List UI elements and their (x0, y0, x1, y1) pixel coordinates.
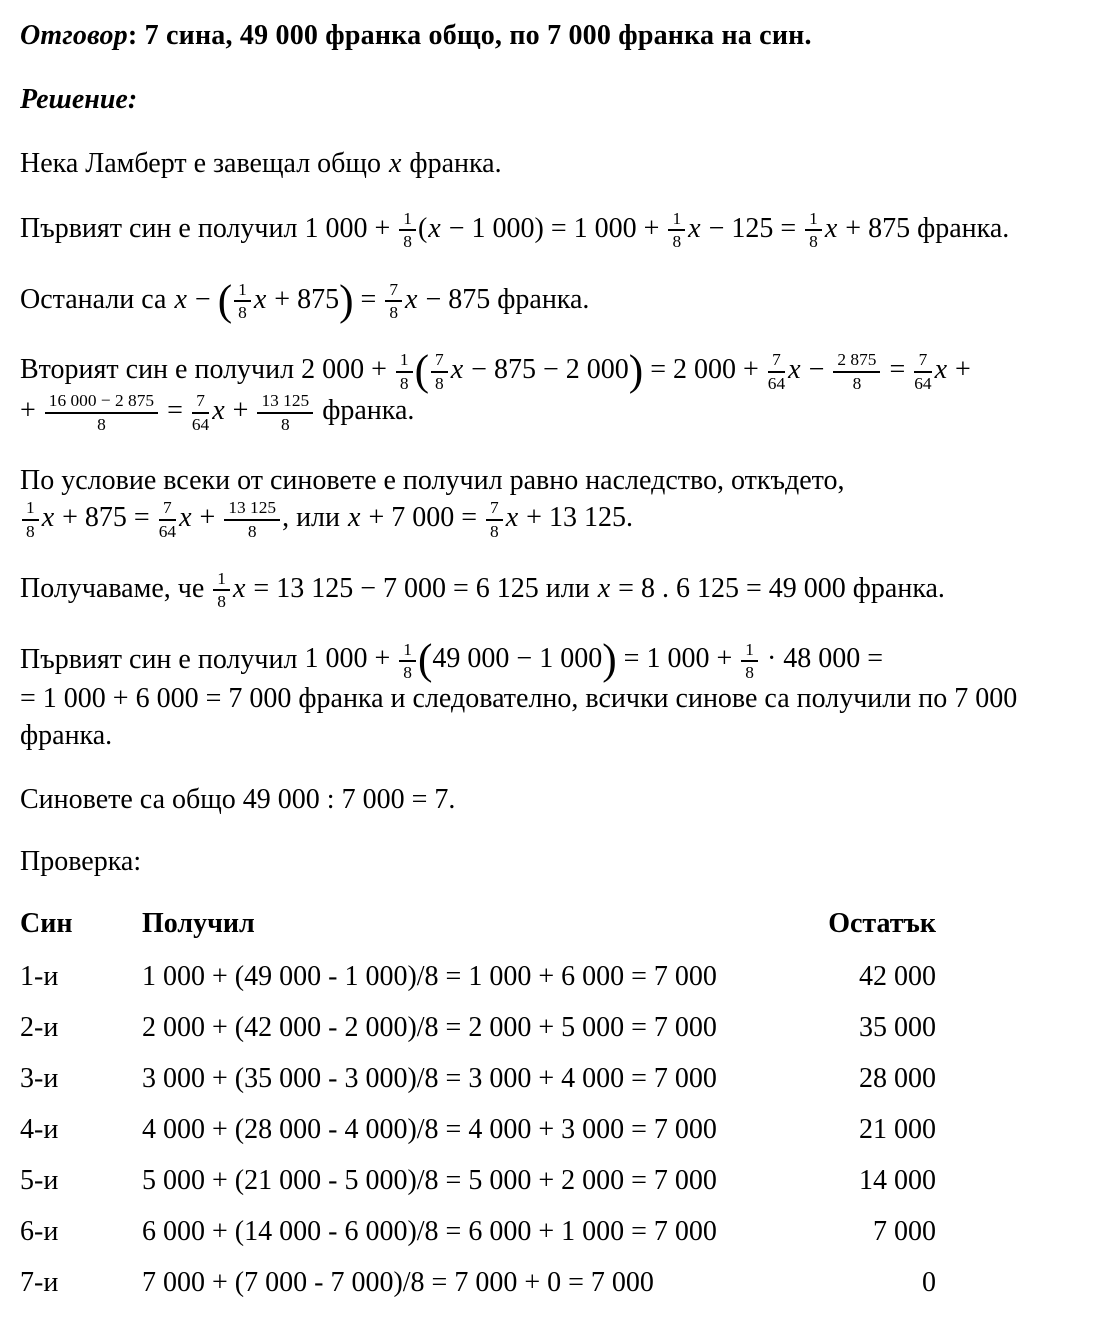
fraction: $\frac{1}{8}$ (396, 351, 413, 392)
condition-text: По условие всеки от синовете е получил равно наследство, откъдето, (20, 464, 845, 496)
cell-son: 2-и (20, 1012, 59, 1044)
fraction: $\frac{1}{8}$ (22, 499, 39, 540)
remaining-math: x − ( $\frac{1}{8}$ x + 875) = $\frac{7}{8}$ x − 875 (174, 276, 491, 324)
answer-line (20, 20, 1071, 52)
fraction: $\frac{1}{8}$ (741, 641, 758, 682)
equation-second-son (20, 346, 1071, 434)
cell-son: 7-и (20, 1267, 59, 1299)
equation-line (20, 346, 1071, 395)
table-row (20, 1054, 936, 1105)
cell-remainder: 0 (922, 1267, 936, 1299)
header-son: Син (20, 908, 73, 940)
obtain-math: $\frac{1}{8}$ x = 13 125 − 7 000 = 6 125 или x = 8 . 6 125 = 49 000 (211, 573, 845, 604)
cell-received: 6 000 + (14 000 - 6 000)/8 = 6 000 + 1 000 = 7 000 (142, 1216, 717, 1248)
first-son-value-text: Първият син е получил (20, 643, 305, 675)
table-row (20, 1105, 936, 1156)
verification-table (20, 908, 936, 1309)
second-son-text: Вторият син е получил (20, 354, 302, 386)
equation-line (20, 570, 1071, 611)
paragraph-condition (20, 463, 1071, 540)
fraction: $\frac{7}{64}$ (191, 391, 210, 434)
second-son-math-1: 2 000 + $\frac{1}{8}$ ( $\frac{7}{8}$ x − 875 − 2 000) = 2 000 + $\frac{7}{64}$ x − $\frac{2 875}{8}$ = $\frac{7}{64}$ x + (301, 346, 971, 395)
fraction: $\frac{7}{64}$ (767, 350, 786, 393)
fraction: $\frac{7}{8}$ (431, 351, 448, 392)
equation-line (20, 392, 1071, 433)
intro-math: x (388, 148, 402, 179)
answer-text: : 7 сина, 49 000 франка общо, по 7 000 франка на син. (127, 20, 812, 51)
fraction: $\frac{7}{8}$ (486, 499, 503, 540)
fraction: $\frac{2 875}{8}$ (833, 351, 880, 392)
check-heading: Проверка: (20, 846, 142, 878)
equation-line (20, 635, 1071, 684)
remaining-text: Останали са (20, 283, 174, 315)
table-row (20, 1156, 936, 1207)
fraction: $\frac{1}{8}$ (805, 210, 822, 251)
answer-label: Отговор (20, 20, 128, 51)
cell-remainder: 21 000 (859, 1114, 936, 1146)
cell-received: 3 000 + (35 000 - 3 000)/8 = 3 000 + 4 000 = 7 000 (142, 1063, 717, 1095)
fraction: $\frac{13 125}{8}$ (257, 392, 313, 433)
fraction: $\frac{1}{8}$ (399, 641, 416, 682)
remaining-text-end: франка. (490, 283, 590, 315)
cell-remainder: 7 000 (873, 1216, 936, 1248)
cell-remainder: 42 000 (859, 961, 936, 993)
equation-line (20, 499, 1071, 540)
cell-received: 1 000 + (49 000 - 1 000)/8 = 1 000 + 6 000 = 7 000 (142, 961, 717, 993)
first-son-text: Първият син е получил (20, 212, 305, 244)
cell-son: 3-и (20, 1063, 59, 1095)
first-son-text-end: франка. (910, 212, 1010, 244)
second-son-text-end: франка. (315, 394, 415, 426)
table-row (20, 1258, 936, 1309)
equation-line (20, 210, 1071, 251)
fraction: $\frac{7}{64}$ (914, 350, 932, 393)
solution-heading: Решение: (20, 84, 138, 115)
table-row (20, 952, 936, 1003)
fraction: $\frac{13 125}{8}$ (224, 499, 280, 540)
fraction: $\frac{7}{8}$ (385, 281, 402, 322)
condition-math: $\frac{1}{8}$ x + 875 = $\frac{7}{64}$ x + $\frac{13 125}{8}$ , или x + 7 000 = $\frac{7}{8}$ x + 13 125. (20, 502, 633, 533)
intro-text-end: франка. (402, 148, 502, 179)
cell-son: 5-и (20, 1165, 59, 1197)
cell-remainder: 35 000 (859, 1012, 936, 1044)
paragraph-intro (20, 148, 1071, 180)
fraction: $\frac{16 000 - 2 875}{8}$ (45, 392, 158, 433)
fraction: $\frac{1}{8}$ (668, 210, 685, 251)
equation-line (20, 276, 1071, 324)
table-row (20, 1003, 936, 1054)
paragraph-total-sons: Синовете са общо 49 000 : 7 000 = 7. (20, 784, 456, 816)
header-received: Получил (142, 908, 255, 940)
cell-remainder: 14 000 (859, 1165, 936, 1197)
equation-obtain (20, 570, 1071, 611)
cell-received: 7 000 + (7 000 - 7 000)/8 = 7 000 + 0 = 7 000 (142, 1267, 654, 1299)
equation-first-son-value (20, 635, 1071, 755)
equation-remaining (20, 276, 1071, 324)
fraction: $\frac{1}{8}$ (213, 570, 230, 611)
fraction: $\frac{7}{64}$ (158, 498, 177, 541)
second-son-math-2: + $\frac{16 000 - 2 875}{8}$ = $\frac{7}{64}$ x + $\frac{13 125}{8}$ (20, 395, 315, 426)
obtain-text-end: франка. (845, 572, 945, 604)
header-remainder: Остатък (828, 908, 936, 940)
cell-received: 5 000 + (21 000 - 5 000)/8 = 5 000 + 2 000 = 7 000 (142, 1165, 717, 1197)
table-row (20, 1207, 936, 1258)
first-son-math: 1 000 + $\frac{1}{8}$ (x − 1 000) = 1 000 + $\frac{1}{8}$ x − 125 = $\frac{1}{8}$ x + 875 (304, 209, 911, 252)
cell-son: 1-и (20, 961, 59, 993)
first-son-value-math: 1 000 + $\frac{1}{8}$ (49 000 − 1 000) = 1 000 + $\frac{1}{8}$ · 48 000 = (304, 635, 884, 684)
fraction: $\frac{1}{8}$ (234, 281, 251, 322)
cell-son: 6-и (20, 1216, 59, 1248)
cell-son: 4-и (20, 1114, 59, 1146)
fraction: $\frac{1}{8}$ (399, 210, 416, 251)
table-header-row (20, 908, 936, 952)
cell-received: 4 000 + (28 000 - 4 000)/8 = 4 000 + 3 000 = 7 000 (142, 1114, 717, 1146)
first-son-value-continuation: = 1 000 + 6 000 = 7 000 франка и следователно, всички синове са получили по 7 000 франка. (20, 683, 1018, 751)
cell-received: 2 000 + (42 000 - 2 000)/8 = 2 000 + 5 000 = 7 000 (142, 1012, 717, 1044)
cell-remainder: 28 000 (859, 1063, 936, 1095)
equation-first-son (20, 210, 1071, 251)
intro-text: Нека Ламберт е завещал общо (20, 148, 388, 179)
obtain-text: Получаваме, че (20, 572, 212, 604)
